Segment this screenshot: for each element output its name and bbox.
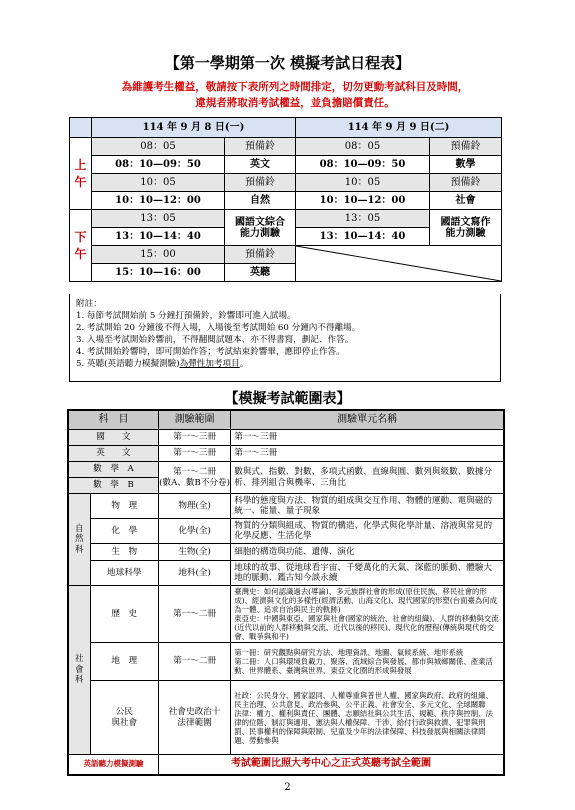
range-chemistry: 化學(全): [158, 519, 230, 544]
bell-time: 15：00: [92, 246, 225, 264]
units-physics: 科學的態度與方法、物質的組成與交互作用、物體的運動、電與磁的統一、能量、量子現象: [231, 494, 504, 519]
subject-english: 英 文: [68, 446, 158, 462]
morning-label: 上 午: [70, 138, 92, 210]
subject-biology: 生 物: [90, 544, 158, 561]
units-history: 臺灣史：如何認識過去(導論)、多元族群社會的形成(原住民族、移民社會的形成)、經濟與文化的多樣性(經濟活動、山海文化)、現代國家的形塑(台面臺為何成為一體、追求自治與民主的軌跡) 東亞史：中國與東亞、國家與社會(國家的統治、社會的組織)、人群的移動與交流(近代以前的人群移動與交流、近代以後的移民)、現代化的歷程(傳統與現代的交會、戰爭與和平): [231, 586, 504, 643]
units-earth-science: 地球的故事、從地球看宇宙、千變萬化的天氣、深藍的脈動、體驗大地的脈動、鑑古知今談永續: [231, 561, 504, 586]
afternoon-label: 下 午: [70, 210, 92, 282]
note-item: 5. 英聽(英語聽力模擬測驗)為彈性加考項目。: [76, 359, 249, 369]
range-geography: 第一～二冊: [158, 643, 230, 681]
bell-label: 預備鈴: [225, 174, 296, 192]
exam-range-table: [67, 409, 505, 776]
empty-slot: [296, 246, 502, 282]
exam-time: 08：10—09：50: [92, 156, 225, 174]
bell-time: 10：05: [92, 174, 225, 192]
subject-earth-science: 地球科學: [90, 561, 158, 586]
range-civics: 社會史政治十 法律範圍: [158, 681, 230, 755]
units-english: 第一～三冊: [231, 446, 504, 462]
day1-header: 114 年 9 月 8 日(一): [92, 118, 296, 138]
range-title: 【模擬考試範圍表】: [224, 391, 351, 407]
social-group-label: 社 會 科: [68, 586, 90, 755]
diagonal-line: [296, 246, 501, 281]
bell-time: 08：05: [296, 138, 430, 156]
exam-subject: 國語文綜合 能力測驗: [225, 210, 296, 246]
range-biology: 生物(全): [158, 544, 230, 561]
bell-time: 13：05: [296, 210, 430, 228]
range-english-listening: 考試範圍比照大考中心之正式英聽考試全範圍: [158, 755, 504, 775]
exam-subject: 社會: [430, 192, 502, 210]
exam-time: 15：10—16：00: [92, 264, 225, 282]
range-math: 第一～二冊 (數A、數B不分卷): [158, 462, 230, 494]
subject-english-listening: 英語聽力模擬測驗: [68, 755, 158, 775]
range-english: 第一～三冊: [158, 446, 230, 462]
subject-math-a: 數 學 A: [68, 462, 158, 478]
science-group-label: 自 然 科: [68, 494, 90, 586]
note-item: 2. 考試開始 20 分鐘後不得入場，入場後至考試開始 60 分鐘內不得離場。: [76, 323, 361, 333]
bell-time: 10：05: [296, 174, 430, 192]
range-chinese: 第一～三冊: [158, 430, 230, 446]
warning-line-1: 為維護考生權益，敬請按下表所列之時間排定，切勿更動考試科目及時間，: [121, 81, 469, 93]
page-number: 2: [284, 782, 291, 793]
subject-geography: 地 理: [90, 643, 158, 681]
exam-subject: 英文: [225, 156, 296, 174]
warning-notice: [60, 79, 530, 111]
subject-civics: 公民 與社會: [90, 681, 158, 755]
note-item: 4. 考試開始鈴響時，即可開始作答；考試結束鈴響畢，應即停止作答。: [76, 347, 345, 357]
schedule-title: 【第一學期第一次 模擬考試日程表】: [164, 54, 411, 72]
subject-chemistry: 化 學: [90, 519, 158, 544]
note-item: 3. 入場至考試開始鈴響前，不得翻閱試題本、亦不得書寫，劃記、作答。: [76, 335, 354, 345]
range-earth-science: 地科(全): [158, 561, 230, 586]
header-units: 測驗單元名稱: [231, 410, 504, 430]
exam-time: 13：10—14：40: [92, 228, 225, 246]
notes-heading: 附註：: [76, 299, 102, 309]
range-history: 第一～二冊: [158, 586, 230, 643]
subject-chinese: 國 文: [68, 430, 158, 446]
note-item: 1. 每節考試開始前 5 分鐘打預備鈴，鈴響即可進入試場。: [76, 311, 296, 321]
exam-subject: 國語文寫作 能力測驗: [430, 210, 502, 246]
exam-schedule-table: [69, 117, 502, 282]
bell-label: 預備鈴: [225, 138, 296, 156]
bell-label: 預備鈴: [430, 138, 502, 156]
exam-time: 08：10—09：50: [296, 156, 430, 174]
units-chemistry: 物質的分類與組成、物質的構造、化學式與化學計量、溶液與常見的化學反應、生活化學: [231, 519, 504, 544]
exam-subject: 數學: [430, 156, 502, 174]
bell-time: 08：05: [92, 138, 225, 156]
subject-math-b: 數 學 B: [68, 478, 158, 494]
exam-time: 10：10—12：00: [296, 192, 430, 210]
units-math: 數與式、指數、對數、多項式函數、直線與圓、數列與級數、數據分析、排列組合與機率、三角比: [231, 462, 504, 494]
units-geography: 第一冊：研究觀點與研究方法、地理資訊、地圖、氣候系統、地形系統 第二冊：人口與環境負載力、聚落、流域綜合與發展、都市與城鄉關係、產業活動、世界體系、臺灣與世界、東亞文化圈的形成與發展: [231, 643, 504, 681]
header-range: 測驗範圍: [158, 410, 230, 430]
units-civics: 社政：公民身分、國家認同、人權尊重與普世人權、國家與政府、政府的組織、民主治理、公共意見、政治參與、公平正義、社會安全、多元文化、全球關聯 法律：權力、權利與責任、團體、志願結社與公共生活、規範、秩序與控制、法律的位階、制訂與適用、憲法與人權保障、干涉、給付行政與救濟、犯罪與刑罰、民事權利的保障與限制、兒童及少年的法律保障、科技發展與相關法律問題、勞動參與: [231, 681, 504, 755]
subject-history: 歷 史: [90, 586, 158, 643]
units-chinese: 第一～三冊: [231, 430, 504, 446]
day2-header: 114 年 9 月 9 日(二): [296, 118, 502, 138]
exam-time: 13：10—14：40: [296, 228, 430, 246]
exam-subject: 自然: [225, 192, 296, 210]
range-physics: 物理(全): [158, 494, 230, 519]
exam-time: 10：10—12：00: [92, 192, 225, 210]
header-subject: 科 目: [68, 410, 158, 430]
warning-line-2: 違規者將取消考試權益，並負擔賠償責任。: [195, 97, 395, 109]
bell-time: 13：05: [92, 210, 225, 228]
exam-subject: 英聽: [225, 264, 296, 282]
subject-physics: 物 理: [90, 494, 158, 519]
notes-box: [69, 294, 501, 382]
schedule-corner: [70, 118, 92, 138]
units-biology: 細胞的構造與功能、遺傳、演化: [231, 544, 504, 561]
bell-label: 預備鈴: [430, 174, 502, 192]
bell-label: 預備鈴: [225, 246, 296, 264]
